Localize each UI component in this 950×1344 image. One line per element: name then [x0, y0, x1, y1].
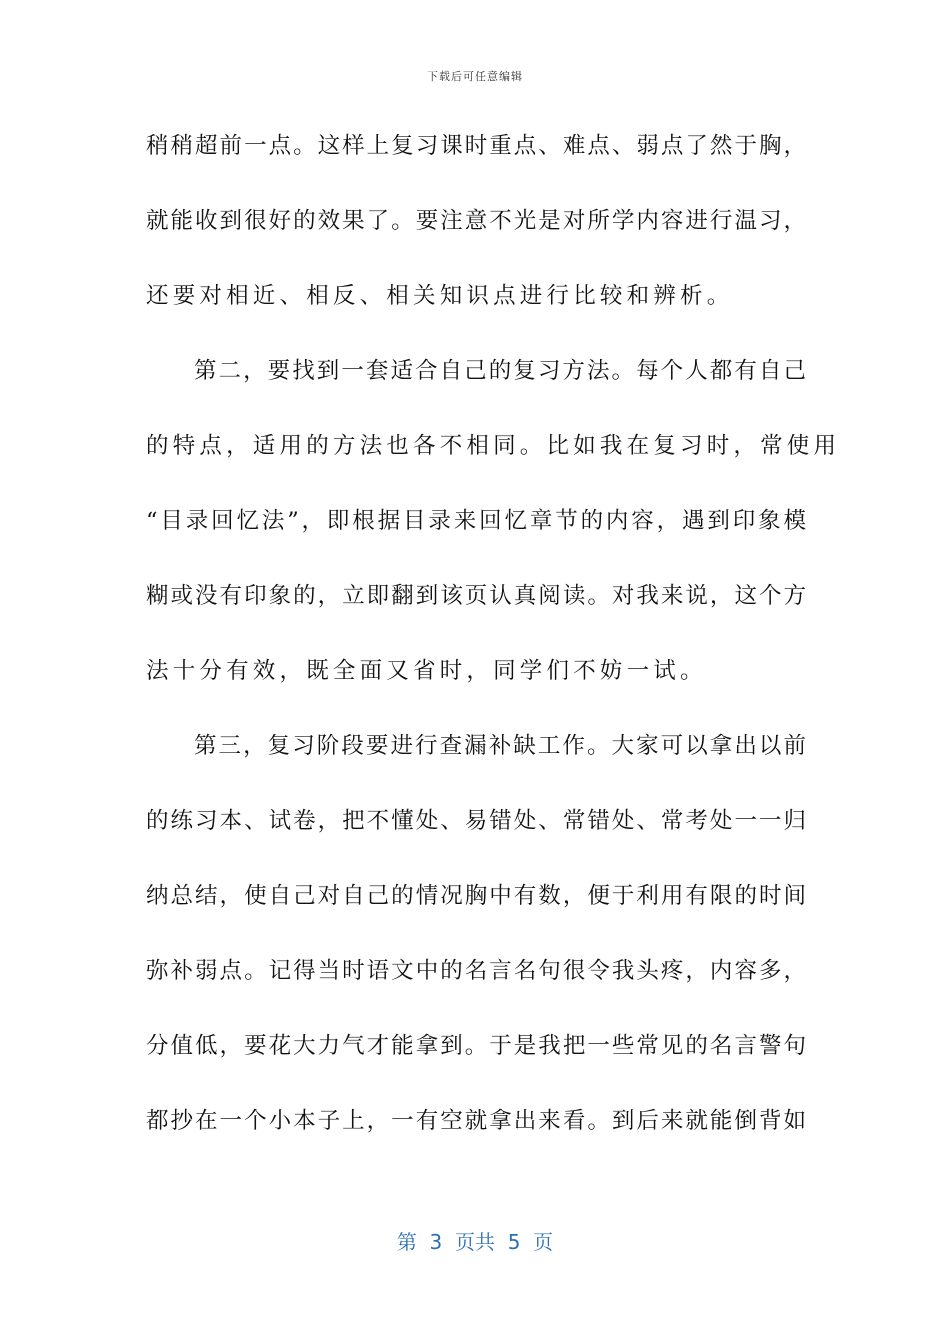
- text-line: 纳总结，使自己对自己的情况胸中有数，便于利用有限的时间: [146, 883, 806, 909]
- paragraph-start-line: 第三，复习阶段要进行查漏补缺工作。大家可以拿出以前: [194, 733, 806, 759]
- text-line: 的练习本、试卷，把不懂处、易错处、常错处、常考处一一归: [146, 808, 806, 834]
- text-line: 就能收到很好的效果了。要注意不光是对所学内容进行温习，: [146, 208, 806, 234]
- text-line: 稍稍超前一点。这样上复习课时重点、难点、弱点了然于胸，: [146, 133, 806, 159]
- text-line: “目录回忆法”，即根据目录来回忆章节的内容，遇到印象模: [146, 508, 806, 534]
- page-number-footer: 第 3 页共 5 页: [396, 1230, 554, 1254]
- text-line: 都抄在一个小本子上，一有空就拿出来看。到后来就能倒背如: [146, 1108, 806, 1134]
- text-line: 法十分有效，既全面又省时，同学们不妨一试。: [146, 658, 707, 684]
- text-line: 还要对相近、相反、相关知识点进行比较和辨析。: [146, 283, 734, 309]
- text-line: 糊或没有印象的，立即翻到该页认真阅读。对我来说，这个方: [146, 583, 806, 609]
- paragraph-start-line: 第二，要找到一套适合自己的复习方法。每个人都有自己: [194, 358, 806, 384]
- page-header-note: 下载后可任意编辑: [427, 70, 523, 83]
- text-line: 的特点，适用的方法也各不相同。比如我在复习时，常使用: [146, 433, 841, 459]
- document-body: [146, 124, 841, 1174]
- text-line: 分值低，要花大力气才能拿到。于是我把一些常见的名言警句: [146, 1033, 806, 1059]
- text-line: 弥补弱点。记得当时语文中的名言名句很令我头疼，内容多，: [146, 958, 806, 984]
